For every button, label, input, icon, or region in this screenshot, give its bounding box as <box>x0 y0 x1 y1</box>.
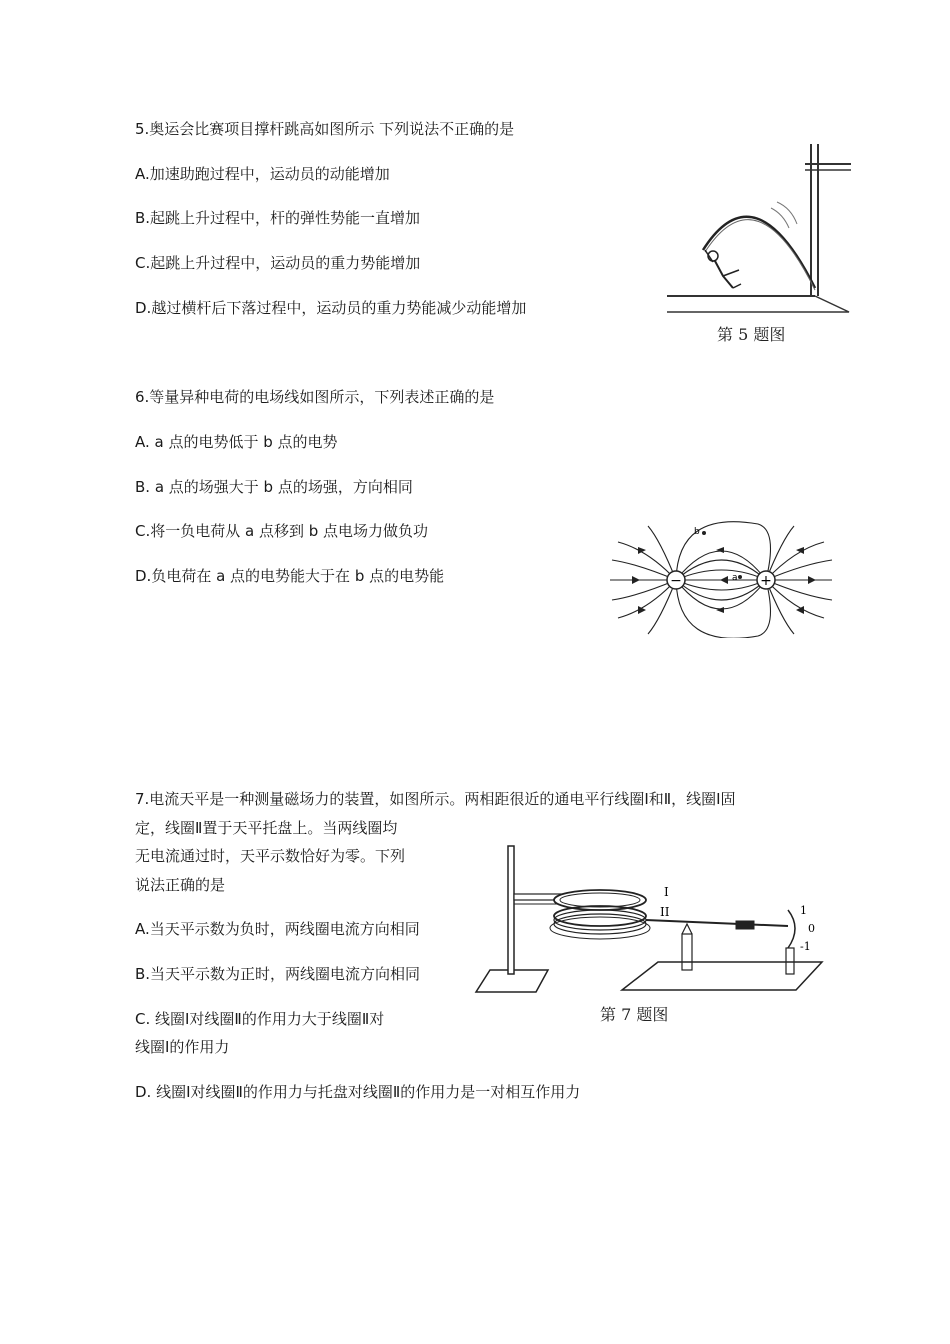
q7-option-c: C. 线圈Ⅰ对线圈Ⅱ的作用力大于线圈Ⅱ对 <box>135 1010 385 1028</box>
q6-option-d: D.负电荷在 a 点的电势能大于在 b 点的电势能 <box>135 567 445 585</box>
q7-coil-i-label: I <box>664 885 669 899</box>
q5-option-b: B.起跳上升过程中，杆的弹性势能一直增加 <box>135 209 421 227</box>
q7-stem-line-4: 说法正确的是 <box>135 876 226 894</box>
q6-point-b-label: b <box>694 527 700 537</box>
q6-option-c: C.将一负电荷从 a 点移到 b 点电场力做负功 <box>135 522 429 540</box>
q7-coil-ii-label: II <box>660 905 670 919</box>
q7-scale-top: 1 <box>800 904 807 917</box>
q6-field-lines-figure <box>608 520 836 638</box>
q6-negative-charge: − <box>670 573 682 589</box>
q7-figure-caption: 第 7 题图 <box>600 1005 669 1024</box>
q6-option-a: A. a 点的电势低于 b 点的电势 <box>135 433 338 451</box>
q5-option-d: D.越过横杆后下落过程中，运动员的重力势能减少动能增加 <box>135 299 527 317</box>
q5-stem: 5.奥运会比赛项目撑杆跳高如图所示 下列说法不正确的是 <box>135 120 515 138</box>
q7-option-a: A.当天平示数为负时，两线圈电流方向相同 <box>135 920 420 938</box>
q6-point-a-label: a <box>732 573 738 583</box>
q6-option-b: B. a 点的场强大于 b 点的场强，方向相同 <box>135 478 413 496</box>
q7-current-balance-figure <box>470 838 830 998</box>
q7-scale-bot: -1 <box>800 940 811 953</box>
q6-stem: 6.等量异种电荷的电场线如图所示，下列表述正确的是 <box>135 388 495 406</box>
q5-pole-vault-figure <box>665 138 855 323</box>
q6-positive-charge: + <box>760 573 772 589</box>
q7-scale-mid: 0 <box>808 922 815 935</box>
q5-option-c: C.起跳上升过程中，运动员的重力势能增加 <box>135 254 421 272</box>
q7-stem-line-3: 无电流通过时，天平示数恰好为零。下列 <box>135 847 406 865</box>
q7-option-c-cont: 线圈Ⅰ的作用力 <box>135 1038 230 1056</box>
q7-option-d: D. 线圈Ⅰ对线圈Ⅱ的作用力与托盘对线圈Ⅱ的作用力是一对相互作用力 <box>135 1083 581 1101</box>
q5-figure-caption: 第 5 题图 <box>717 325 786 344</box>
q7-stem-line-1: 7.电流天平是一种测量磁场力的装置，如图所示。两相距很近的通电平行线圈Ⅰ和Ⅱ，线圈Ⅰ固 <box>135 790 736 808</box>
q5-option-a: A.加速助跑过程中，运动员的动能增加 <box>135 165 390 183</box>
q7-stem-line-2: 定，线圈Ⅱ置于天平托盘上。当两线圈均 <box>135 819 398 837</box>
q7-option-b: B.当天平示数为正时，两线圈电流方向相同 <box>135 965 421 983</box>
